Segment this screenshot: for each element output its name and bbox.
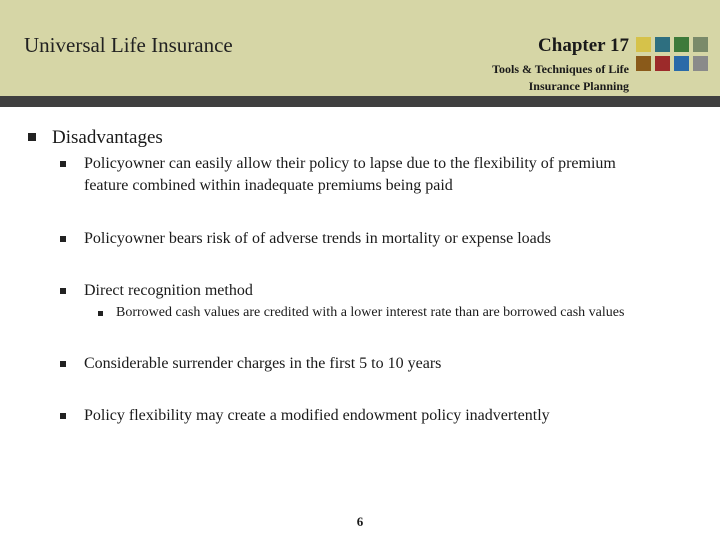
decor-square bbox=[674, 56, 689, 71]
decor-square bbox=[655, 37, 670, 52]
subtitle-line-1: Tools & Techniques of Life bbox=[492, 62, 629, 76]
heading-text: Disadvantages bbox=[52, 127, 163, 148]
decor-square bbox=[674, 37, 689, 52]
bullet-icon bbox=[60, 161, 66, 167]
item-line: Policyowner can easily allow their policy to lapse due to the flexibility of premium bbox=[84, 155, 616, 172]
subtitle-line-2: Insurance Planning bbox=[528, 79, 629, 93]
page-number: 6 bbox=[356, 514, 364, 529]
decor-square bbox=[636, 56, 651, 71]
slide-header bbox=[0, 0, 720, 96]
bullet-icon bbox=[98, 311, 103, 316]
decor-square bbox=[636, 37, 651, 52]
header-divider bbox=[0, 96, 720, 107]
item-line: feature combined within inadequate premiums being paid bbox=[84, 177, 453, 194]
bullet-icon bbox=[60, 236, 66, 242]
bullet-icon bbox=[60, 361, 66, 367]
section-heading bbox=[28, 127, 163, 149]
bullet-icon bbox=[28, 133, 36, 141]
sub-item-text: Borrowed cash values are credited with a lower interest rate than are borrowed cash values bbox=[116, 305, 625, 320]
chapter-subtitle bbox=[409, 61, 629, 95]
bullet-icon bbox=[60, 413, 66, 419]
item-text: Considerable surrender charges in the first 5 to 10 years bbox=[84, 355, 442, 372]
item-text: Policy flexibility may create a modified endowment policy inadvertently bbox=[84, 407, 550, 424]
decor-square bbox=[693, 37, 708, 52]
decor-square bbox=[655, 56, 670, 71]
item-text: Policyowner bears risk of of adverse trends in mortality or expense loads bbox=[84, 230, 551, 247]
chapter-label: Chapter 17 bbox=[538, 35, 629, 56]
bullet-icon bbox=[60, 288, 66, 294]
item-text: Direct recognition method bbox=[84, 282, 253, 299]
item-text bbox=[84, 153, 616, 197]
slide-title: Universal Life Insurance bbox=[24, 33, 233, 57]
decor-square bbox=[693, 56, 708, 71]
